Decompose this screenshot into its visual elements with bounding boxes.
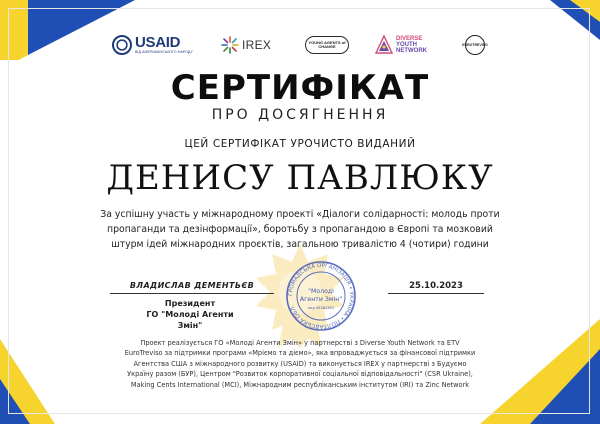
stamp-code: код 45362391 <box>307 306 335 310</box>
yac-badge: YOUNG AGENTS of CHANGE <box>305 36 349 54</box>
description-line: За успішну участь у міжнародному проекті «Діалоги солідарності: молодь проти <box>100 209 500 220</box>
usaid-name: USAID <box>135 34 181 52</box>
role-line: ГО "Молоді Агенти <box>146 310 234 319</box>
irex-name: IREX <box>242 38 272 52</box>
stamp-ring-text: ГРОМАДСЬКА ОРГАНІЗАЦІЯ • УКРАЇНА • ПОЛТАВСЬКА ОБЛ. <box>287 262 355 330</box>
dyn-line2: YOUTH <box>396 41 417 48</box>
usaid-subtitle: ВІД АМЕРИКАНСЬКОГО НАРОДУ <box>135 50 193 55</box>
stamp-center-line2: Агенти Змін" <box>299 296 343 303</box>
organization-stamp <box>285 260 357 332</box>
certificate-declaration: ЦЕЙ СЕРТИФІКАТ УРОЧИСТО ВИДАНИЙ <box>184 138 416 150</box>
usaid-logo <box>112 32 193 58</box>
footer-line: EuroTreviso за підтримки програми «Мріємо та діємо», яка впроваджується за фінансової підтримки <box>124 349 476 358</box>
description-line: штурм ідей міжнародних проєктів, загальною тривалістю 4 (чотири) години <box>111 239 489 250</box>
footer-line: Агентства США з міжнародного розвитку (USAID) та виконується IREX у партнерстві з Будуємо <box>133 359 467 368</box>
signature-line <box>110 293 274 294</box>
achievement-description <box>95 207 505 252</box>
footer-line: Making Cents International (MCI), Міжнародним республіканським інститутом (IRI) та Zinc Network <box>130 380 470 389</box>
irex-mark-icon <box>220 35 240 55</box>
footer-line: Україну разом (БУР), Центром "Розвиток корпоративної соціальної відповідальності" (CSR Ukraine), <box>127 370 473 379</box>
role-line: Змін" <box>177 321 203 330</box>
issue-date: 25.10.2023 <box>409 281 463 291</box>
dyn-logo <box>375 32 427 58</box>
signer-role <box>120 298 260 331</box>
project-footer <box>86 338 514 390</box>
dyn-triangle-icon <box>375 35 393 55</box>
partner-logos <box>110 32 490 58</box>
irex-logo <box>220 32 271 58</box>
eurotreviso-logo <box>462 32 488 58</box>
dyn-line3: NETWORK <box>396 48 427 55</box>
dyn-line1: DIVERSE <box>396 35 423 42</box>
certificate-subtitle: ПРО ДОСЯГНЕННЯ <box>211 107 389 123</box>
eurotreviso-name: EUROTREVISO <box>465 35 485 55</box>
usaid-seal-icon <box>112 35 132 55</box>
date-line <box>388 293 484 294</box>
role-line: Президент <box>164 299 216 308</box>
description-line: пропаганди та дезінформації», боротьбу з пропагандою в Європі та мозковий <box>107 224 493 235</box>
stamp-center-line1: "Молоді <box>308 288 334 295</box>
yac-logo <box>305 32 349 58</box>
certificate-title: СЕРТИФІКАТ <box>170 68 430 108</box>
signer-name: ВЛАДИСЛАВ ДЕМЕНТЬЄВ <box>129 281 255 290</box>
recipient-name: ДЕНИСУ ПАВЛЮКУ <box>106 158 494 198</box>
footer-line: Проект реалізується ГО «Молоді Агенти Змін» у партнерстві з Diverse Youth Network та ETV <box>140 339 460 347</box>
